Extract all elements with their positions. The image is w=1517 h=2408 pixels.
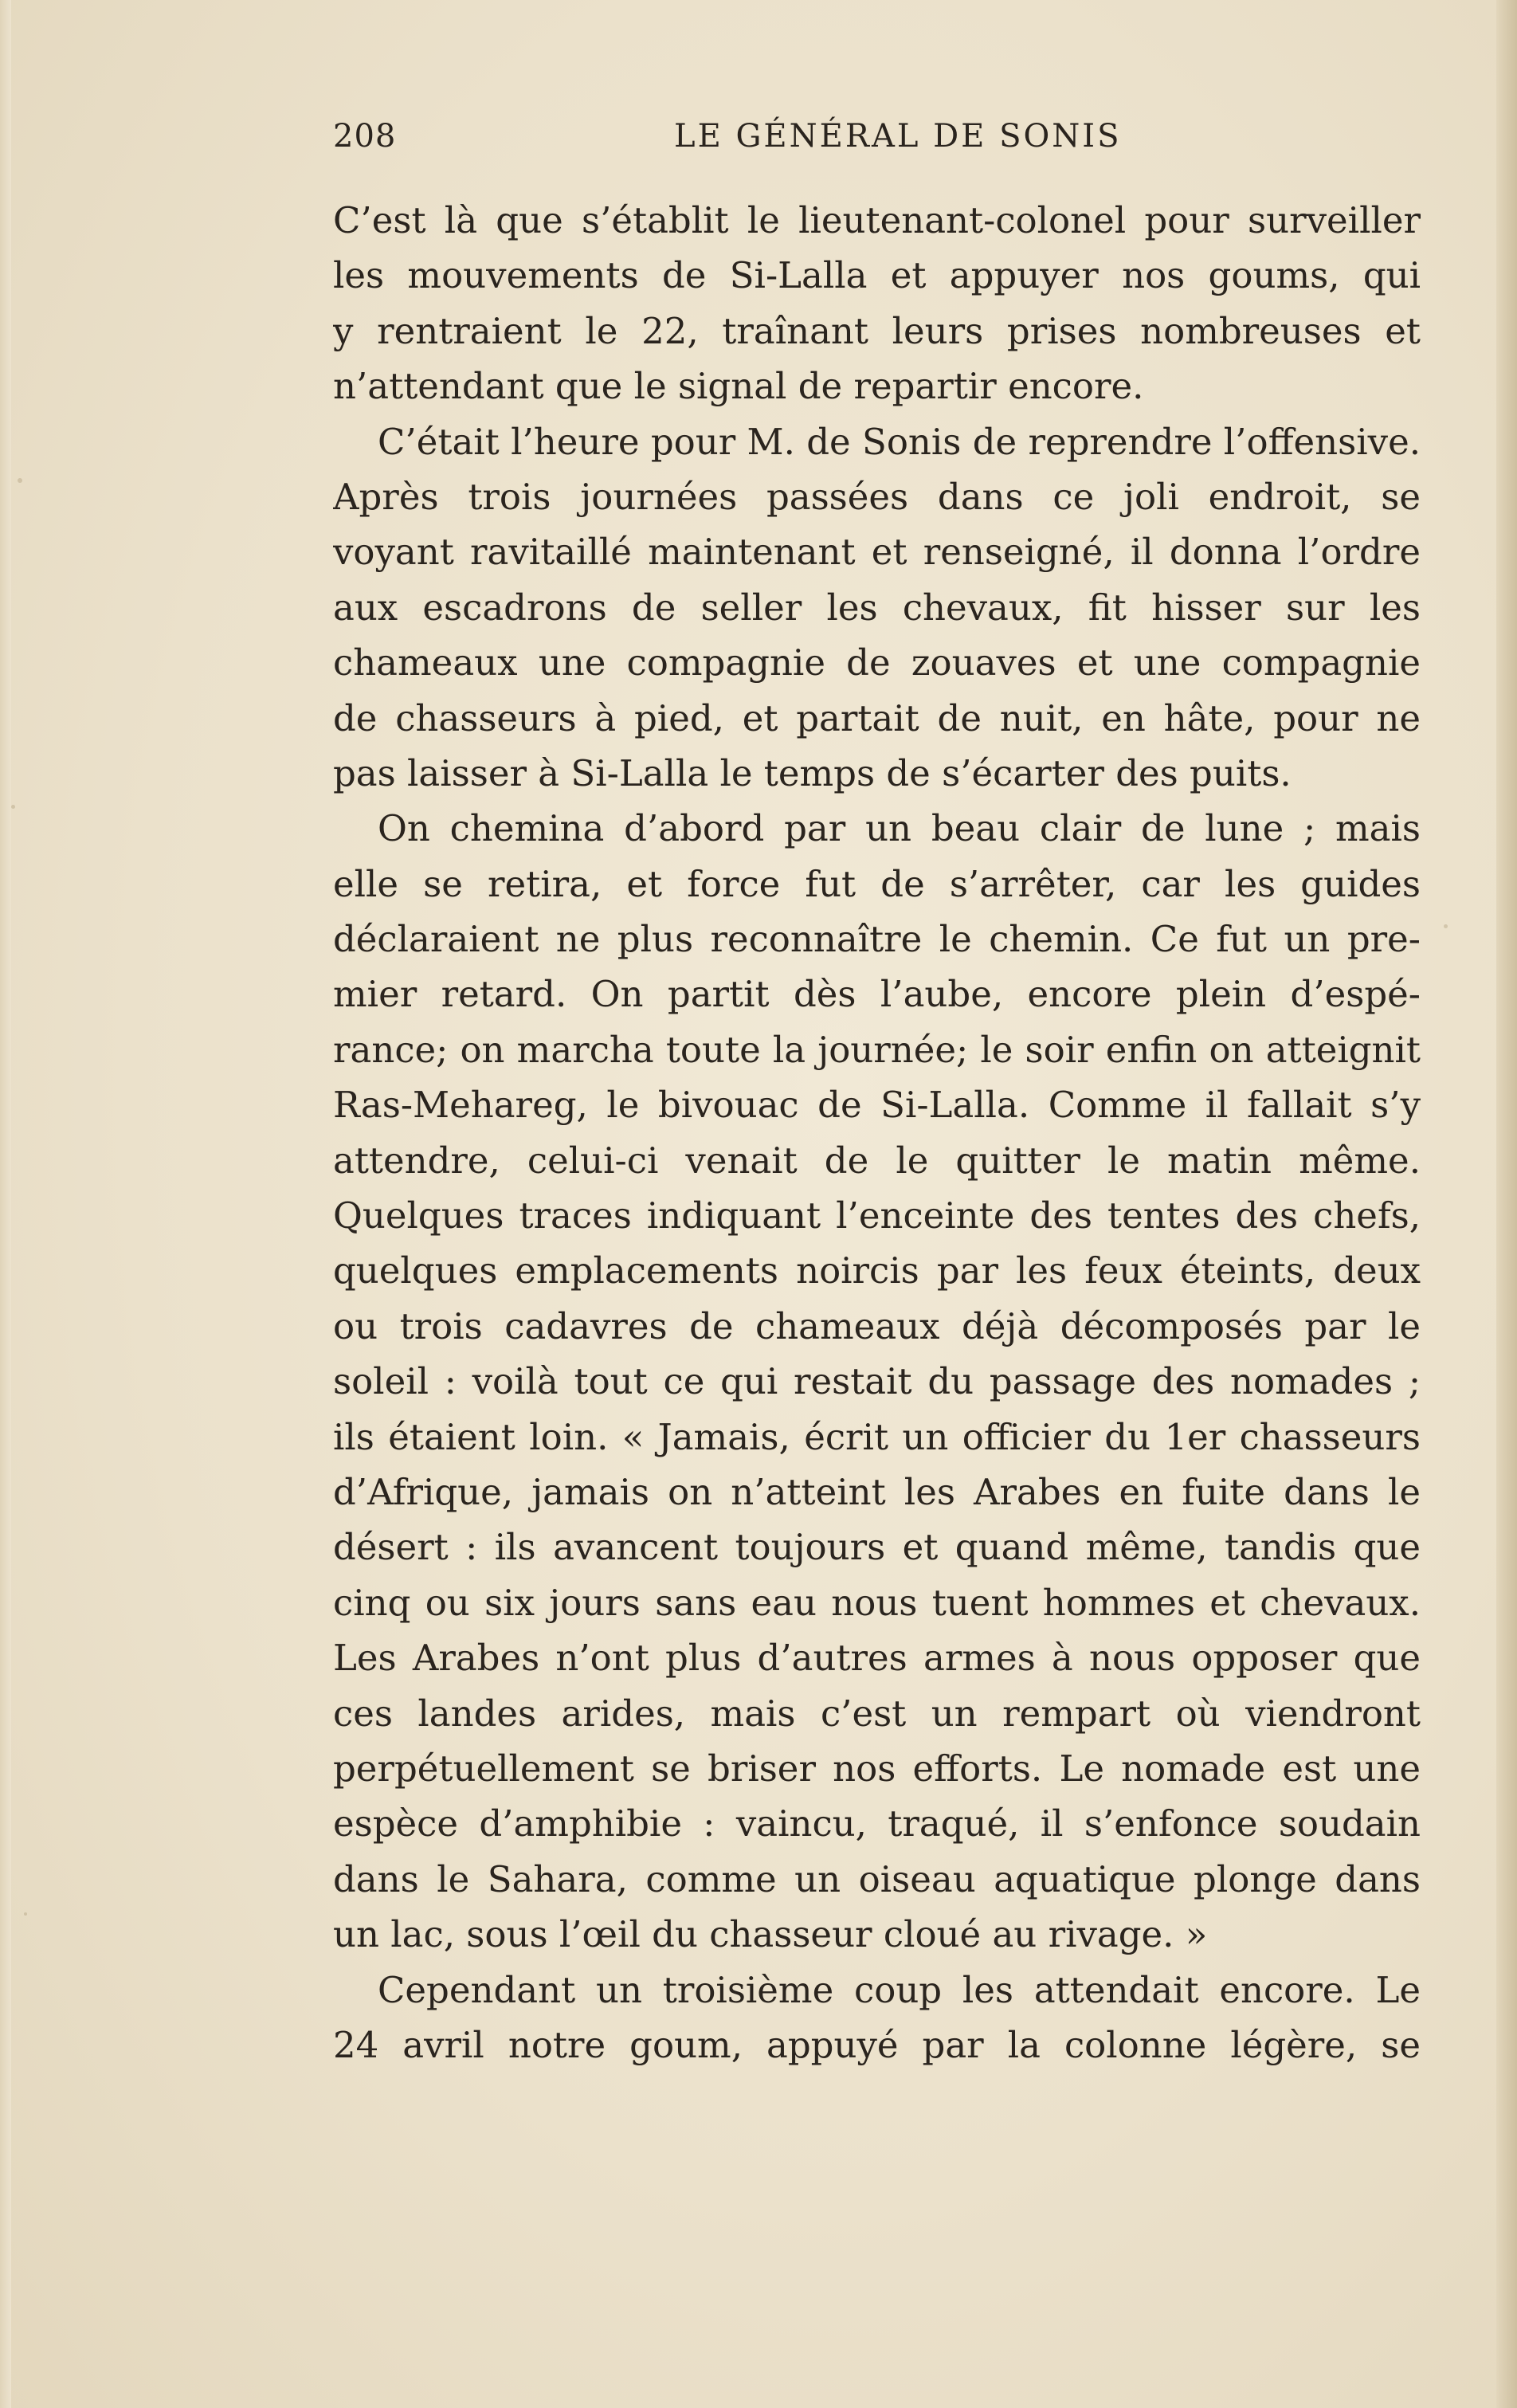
text-line: ils étaient loin. « Jamais, écrit un officier du 1er chasseurs: [333, 1415, 1421, 1458]
page-gutter-shadow: [0, 0, 11, 2408]
text-line: Ras-Mehareg, le bivouac de Si-Lalla. Comme il fallait s’y: [333, 1084, 1421, 1127]
text-line: n’attendant que le signal de repartir encore.: [333, 365, 1144, 408]
text-line: elle se retira, et force fut de s’arrêter, car les guides: [333, 862, 1421, 905]
text-line: de chasseurs à pied, et partait de nuit, en hâte, pour ne: [333, 696, 1421, 739]
text-line: On chemina d’abord par un beau clair de lune ; mais: [378, 807, 1421, 850]
text-line: C’était l’heure pour M. de Sonis de reprendre l’offensive.: [378, 420, 1421, 463]
text-line: mier retard. On partit dès l’aube, encore plein d’espé-: [333, 973, 1421, 1016]
text-line: désert : ils avancent toujours et quand même, tandis que: [333, 1526, 1421, 1569]
text-line: pas laisser à Si-Lalla le temps de s’écarter des puits.: [333, 751, 1292, 794]
text-line: attendre, celui-ci venait de le quitter le matin même.: [333, 1139, 1421, 1182]
page-header: [333, 118, 1421, 166]
running-title: LE GÉNÉRAL DE SONIS: [674, 118, 1122, 155]
text-line: espèce d’amphibie : vaincu, traqué, il s’enfonce soudain: [333, 1802, 1421, 1845]
text-line: ces landes arides, mais c’est un rempart où viendront: [333, 1692, 1421, 1735]
text-line: déclaraient ne plus reconnaître le chemin. Ce fut un pre-: [333, 918, 1421, 961]
text-line: Quelques traces indiquant l’enceinte des tentes des chefs,: [333, 1194, 1421, 1237]
text-line: soleil : voilà tout ce qui restait du passage des nomades ;: [333, 1360, 1421, 1403]
text-line: perpétuellement se briser nos efforts. Le nomade est une: [333, 1747, 1421, 1790]
text-line: Cependant un troisième coup les attendait encore. Le: [378, 1968, 1421, 2011]
text-line: ou trois cadavres de chameaux déjà décomposés par le: [333, 1304, 1421, 1347]
page-number: 208: [333, 118, 397, 155]
text-line: C’est là que s’établit le lieutenant-colonel pour surveiller: [333, 199, 1421, 241]
text-line: Les Arabes n’ont plus d’autres armes à nous opposer que: [333, 1637, 1421, 1680]
text-line: quelques emplacements noircis par les feux éteints, deux: [333, 1249, 1421, 1292]
text-line: dans le Sahara, comme un oiseau aquatique plonge dans: [333, 1857, 1421, 1900]
text-line: y rentraient le 22, traînant leurs prises nombreuses et: [333, 309, 1421, 352]
text-line: rance; on marcha toute la journée; le soir enfin on atteignit: [333, 1028, 1421, 1071]
body-text: [333, 193, 1421, 2073]
text-line: d’Afrique, jamais on n’atteint les Arabes en fuite dans le: [333, 1470, 1421, 1513]
text-line: aux escadrons de seller les chevaux, fit hisser sur les: [333, 586, 1421, 629]
text-line: les mouvements de Si-Lalla et appuyer nos goums, qui: [333, 254, 1421, 297]
page-edge-shadow: [1496, 0, 1517, 2408]
text-line: voyant ravitaillé maintenant et renseigné, il donna l’ordre: [333, 531, 1421, 574]
text-line: un lac, sous l’œil du chasseur cloué au rivage. »: [333, 1913, 1208, 1956]
text-line: cinq ou six jours sans eau nous tuent hommes et chevaux.: [333, 1581, 1421, 1624]
text-line: Après trois journées passées dans ce joli endroit, se: [333, 475, 1421, 518]
text-line: 24 avril notre goum, appuyé par la colonne légère, se: [333, 2023, 1421, 2066]
text-line: chameaux une compagnie de zouaves et une compagnie: [333, 641, 1421, 684]
